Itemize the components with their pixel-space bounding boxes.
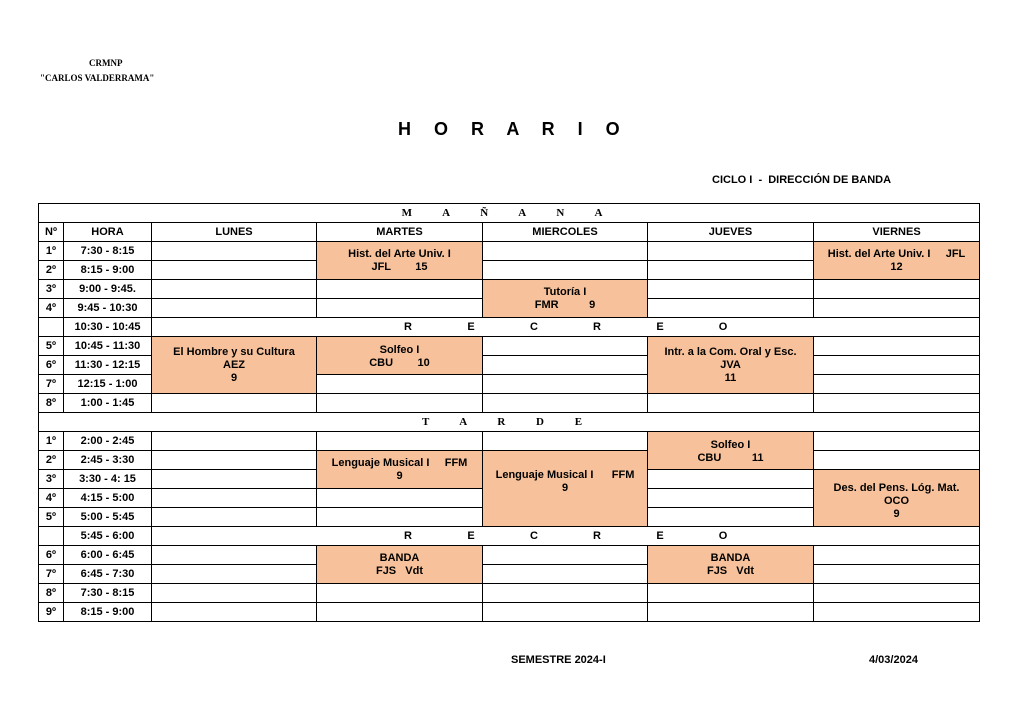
empty-cell [648,489,814,508]
empty-cell [152,508,317,527]
empty-cell [648,470,814,489]
empty-cell [483,356,648,375]
empty-cell [483,432,648,451]
empty-cell [483,394,648,413]
section-title-morning: M A Ñ A N A [39,204,980,223]
empty-cell [152,242,317,261]
table-row [39,432,980,451]
break-letter: E [656,529,664,542]
break-letter: E [656,320,664,333]
period-time: 8:15 - 9:00 [64,603,152,622]
section-row-afternoon [39,413,980,432]
period-num [39,318,64,337]
empty-cell [648,299,814,318]
empty-cell [814,603,980,622]
period-time: 1:00 - 1:45 [64,394,152,413]
course-room: 12 [890,260,903,273]
empty-cell [483,242,648,261]
break-letter: R [593,320,601,333]
empty-cell [152,451,317,470]
period-time: 6:45 - 7:30 [64,565,152,584]
empty-cell [152,489,317,508]
empty-cell [152,603,317,622]
break-letter: O [718,320,728,333]
empty-cell [152,261,317,280]
empty-cell [152,299,317,318]
period-time: 5:45 - 6:00 [64,527,152,546]
break-row-afternoon [39,527,980,546]
empty-cell [317,603,483,622]
course-lenguaje-martes [317,451,483,489]
period-num [39,527,64,546]
empty-cell [814,584,980,603]
table-row [39,603,980,622]
course-name: Lenguaje Musical I FFM [331,456,468,469]
period-num: 1º [39,432,64,451]
period-num: 8º [39,584,64,603]
table-row [39,280,980,299]
break-label [152,527,980,546]
period-time: 7:30 - 8:15 [64,242,152,261]
empty-cell [814,280,980,299]
cycle-label: CICLO I - DIRECCIÓN DE BANDA [712,174,892,186]
empty-cell [814,451,980,470]
period-time: 9:00 - 9:45. [64,280,152,299]
period-num: 4º [39,299,64,318]
empty-cell [317,508,483,527]
period-time: 2:45 - 3:30 [64,451,152,470]
period-num: 7º [39,565,64,584]
course-banda-martes [317,546,483,584]
empty-cell [152,584,317,603]
course-teacher: JVA [720,358,741,371]
empty-cell [483,375,648,394]
course-room: 9 [230,371,238,384]
course-room: 9 [893,507,900,520]
course-tutoria [483,280,648,318]
empty-cell [317,299,483,318]
header-num: Nº [39,223,64,242]
period-num: 2º [39,451,64,470]
empty-cell [317,280,483,299]
period-num: 7º [39,375,64,394]
period-num: 1º [39,242,64,261]
course-teacher: FJS Vdt [706,564,755,577]
course-teacher: FMR 9 [534,298,596,311]
course-teacher: CBU 11 [697,452,764,464]
table-row [39,242,980,261]
course-teacher: OCO [883,494,910,507]
empty-cell [317,432,483,451]
course-name: El Hombre y su Cultura [173,345,295,358]
empty-cell [648,280,814,299]
date-label: 4/03/2024 [869,654,918,666]
course-hist-martes [317,242,483,280]
break-row-morning [39,318,980,337]
empty-cell [814,565,980,584]
empty-cell [483,603,648,622]
empty-cell [483,546,648,565]
period-time: 10:30 - 10:45 [64,318,152,337]
course-room: 9 [561,481,569,494]
course-room: 9 [396,469,403,482]
break-letter: R [404,320,412,333]
course-name: Des. del Pens. Lóg. Mat. [833,481,960,494]
period-num: 3º [39,280,64,299]
course-name: Hist. del Arte Univ. I [348,247,451,260]
semester-label: SEMESTRE 2024-I [511,654,606,666]
course-hombre [152,337,317,394]
course-solfeo-martes [317,337,483,375]
empty-cell [317,584,483,603]
course-teacher: JFL 15 [371,260,428,273]
empty-cell [483,337,648,356]
institution-name: "CARLOS VALDERRAMA" [40,73,155,83]
header-hora: HORA [64,223,152,242]
period-time: 7:30 - 8:15 [64,584,152,603]
empty-cell [152,280,317,299]
empty-cell [152,565,317,584]
period-num: 2º [39,261,64,280]
empty-cell [648,394,814,413]
period-time: 2:00 - 2:45 [64,432,152,451]
section-title-afternoon: T A R D E [39,413,980,432]
period-num: 8º [39,394,64,413]
empty-cell [483,261,648,280]
table-row [39,584,980,603]
institution-acronym: CRMNP [89,58,123,68]
period-time: 3:30 - 4: 15 [64,470,152,489]
empty-cell [317,394,483,413]
break-letter: E [467,529,475,542]
course-lenguaje-miercoles [483,451,648,527]
table-row [39,337,980,356]
course-name: Intr. a la Com. Oral y Esc. [664,345,797,358]
course-hist-viernes [814,242,980,280]
header-viernes: VIERNES [814,223,980,242]
schedule-table [38,203,980,622]
course-name: Lenguaje Musical I FFM [495,468,635,481]
empty-cell [814,394,980,413]
empty-cell [152,432,317,451]
header-lunes: LUNES [152,223,317,242]
empty-cell [648,508,814,527]
break-letter: R [593,529,601,542]
course-name: Solfeo I [710,439,751,451]
table-row [39,565,980,584]
header-jueves: JUEVES [648,223,814,242]
period-time: 6:00 - 6:45 [64,546,152,565]
course-intr-jueves [648,337,814,394]
empty-cell [152,394,317,413]
empty-cell [152,546,317,565]
course-name: BANDA [710,551,751,564]
break-letter: O [718,529,728,542]
period-num: 4º [39,489,64,508]
course-name: Hist. del Arte Univ. I JFL [827,247,966,260]
empty-cell [814,299,980,318]
empty-cell [483,584,648,603]
period-time: 5:00 - 5:45 [64,508,152,527]
break-letter: R [404,529,412,542]
header-miercoles: MIERCOLES [483,223,648,242]
break-letter: C [530,320,538,333]
course-des-viernes [814,470,980,527]
break-label [152,318,980,337]
empty-cell [814,375,980,394]
empty-cell [317,375,483,394]
empty-cell [483,565,648,584]
header-row [39,223,980,242]
course-name: BANDA [379,551,420,564]
break-letter: C [530,529,538,542]
course-teacher: AEZ [223,358,245,371]
period-num: 6º [39,356,64,375]
section-row-morning [39,204,980,223]
empty-cell [648,603,814,622]
table-row [39,451,980,470]
period-time: 12:15 - 1:00 [64,375,152,394]
empty-cell [814,356,980,375]
empty-cell [814,432,980,451]
course-name: Solfeo I [379,344,420,356]
empty-cell [814,337,980,356]
period-num: 9º [39,603,64,622]
course-name: Tutoría I [543,285,587,298]
period-num: 3º [39,470,64,489]
empty-cell [317,489,483,508]
table-row [39,546,980,565]
empty-cell [648,261,814,280]
break-letter: E [467,320,475,333]
period-num: 5º [39,337,64,356]
period-time: 4:15 - 5:00 [64,489,152,508]
period-time: 8:15 - 9:00 [64,261,152,280]
period-time: 9:45 - 10:30 [64,299,152,318]
course-teacher: FJS Vdt [375,564,424,577]
period-time: 11:30 - 12:15 [64,356,152,375]
empty-cell [648,584,814,603]
page-title: H O R A R I O [398,119,629,139]
period-num: 5º [39,508,64,527]
empty-cell [814,546,980,565]
table-row [39,394,980,413]
header-martes: MARTES [317,223,483,242]
course-teacher: CBU 10 [369,357,430,369]
course-room: 11 [724,371,737,384]
empty-cell [648,242,814,261]
empty-cell [152,470,317,489]
course-banda-jueves [648,546,814,584]
course-solfeo-jueves [648,432,814,470]
period-time: 10:45 - 11:30 [64,337,152,356]
period-num: 6º [39,546,64,565]
